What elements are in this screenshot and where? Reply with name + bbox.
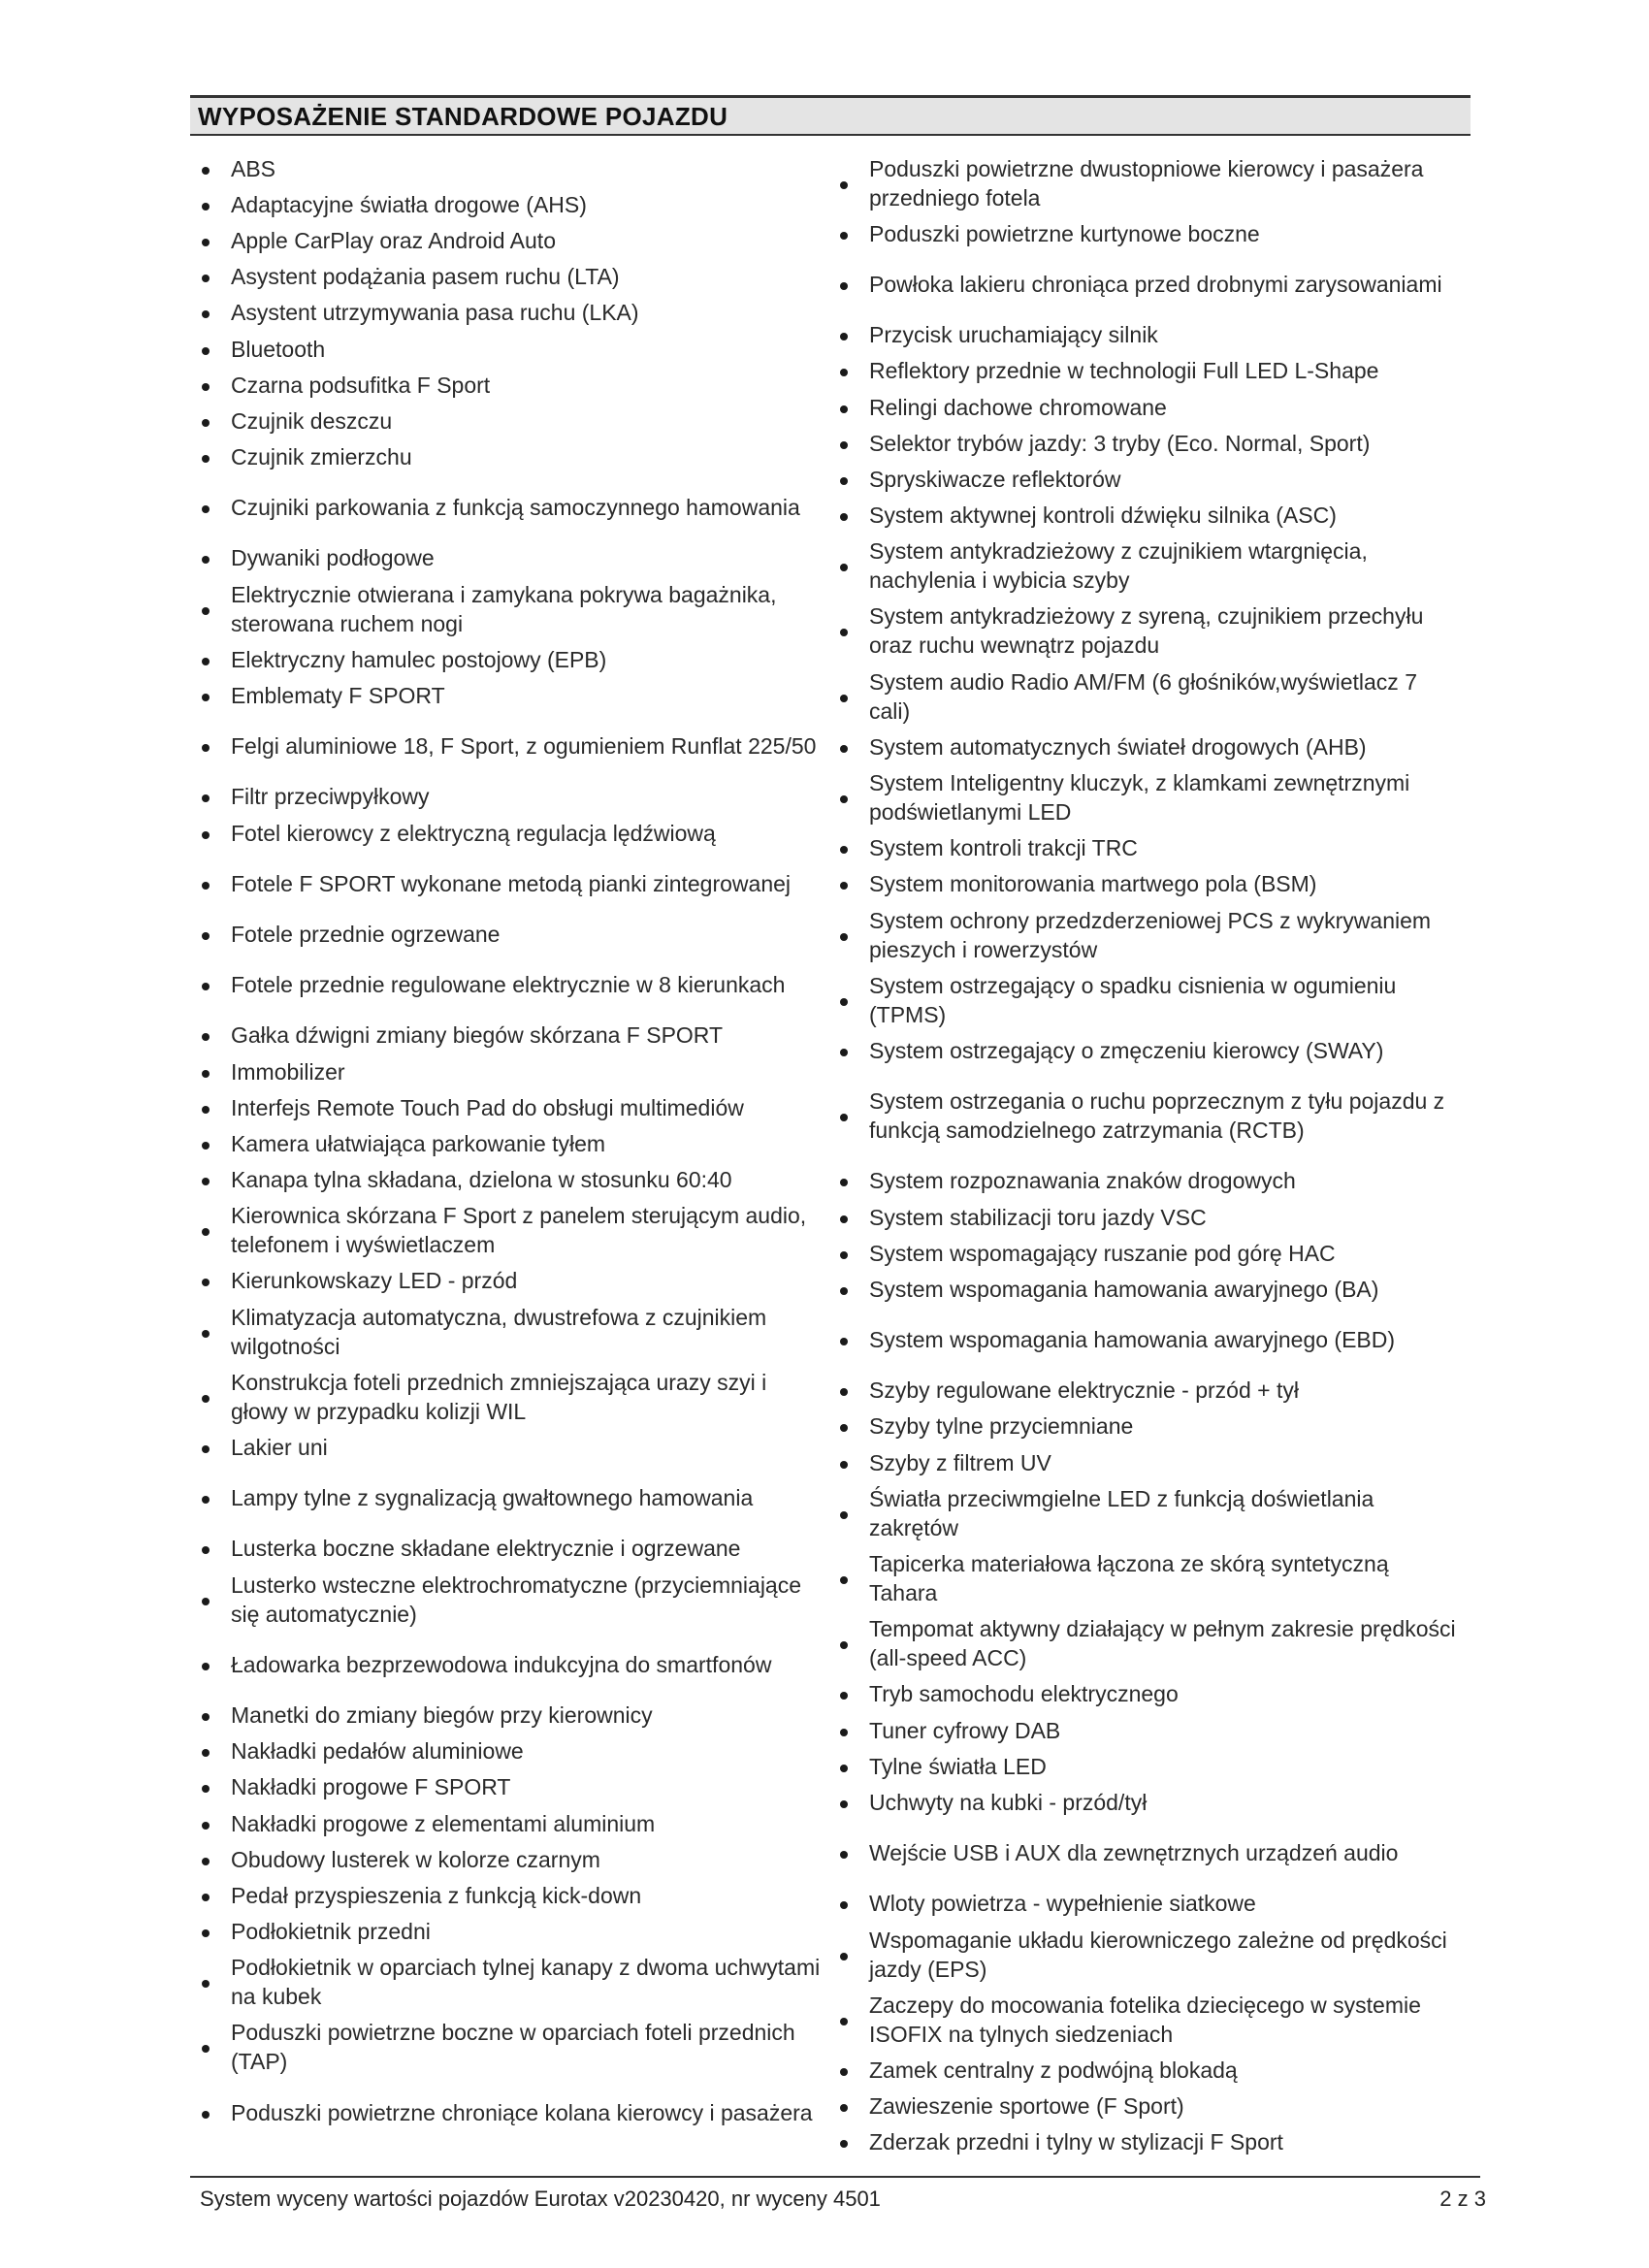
- bullet-icon: [840, 405, 848, 413]
- bullet-icon: [202, 1858, 210, 1865]
- list-item-text: Kanapa tylna składana, dzielona w stosunku 60:40: [231, 1167, 732, 1193]
- list-item-text: Uchwyty na kubki - przód/tył: [869, 1789, 1148, 1815]
- list-item: [838, 2052, 1459, 2088]
- list-item-text: Lusterko wsteczne elektrochromatyczne (przyciemniające się automatycznie): [231, 1571, 802, 1627]
- list-item: [838, 1676, 1459, 1712]
- bullet-icon: [840, 998, 848, 1006]
- list-item: [200, 851, 821, 916]
- list-item: [838, 599, 1459, 664]
- footer-divider: [190, 2176, 1480, 2178]
- bullet-icon: [840, 1729, 848, 1736]
- list-item: [200, 1125, 821, 1161]
- list-item: [838, 425, 1459, 461]
- list-item-text: Lakier uni: [231, 1435, 328, 1461]
- list-item-text: Elektryczny hamulec postojowy (EPB): [231, 646, 607, 672]
- bullet-icon: [840, 441, 848, 449]
- list-item: [200, 540, 821, 576]
- bullet-icon: [840, 477, 848, 485]
- list-item: [838, 1032, 1459, 1068]
- list-item-text: Felgi aluminiowe 18, F Sport, z ogumieniem Runflat 225/50: [231, 733, 817, 760]
- list-item-text: Szyby z filtrem UV: [869, 1449, 1051, 1475]
- list-item-text: Selektor trybów jazdy: 3 tryby (Eco. Normal, Sport): [869, 430, 1371, 456]
- list-item: [200, 576, 821, 641]
- list-item: [838, 1784, 1459, 1820]
- bullet-icon: [202, 1106, 210, 1114]
- list-item-text: Kierownica skórzana F Sport z panelem sterującym audio, telefonem i wyświetlaczem: [231, 1203, 807, 1258]
- list-item-text: Emblematy F SPORT: [231, 683, 445, 709]
- list-item: [838, 1886, 1459, 1922]
- list-item-text: Szyby tylne przyciemniane: [869, 1413, 1134, 1440]
- list-item-text: Czujniki parkowania z funkcją samoczynnego hamowania: [231, 495, 800, 521]
- list-item: [838, 1444, 1459, 1480]
- list-item-text: Przycisk uruchamiający silnik: [869, 322, 1158, 348]
- list-item: [838, 1373, 1459, 1409]
- list-item-text: Immobilizer: [231, 1058, 345, 1085]
- list-item: [200, 1697, 821, 1733]
- list-item: [838, 1271, 1459, 1307]
- list-item: [838, 1611, 1459, 1676]
- bullet-icon: [202, 794, 210, 802]
- list-item-text: Nakładki progowe z elementami aluminium: [231, 1810, 656, 1836]
- list-item: [838, 1199, 1459, 1235]
- list-item: [200, 714, 821, 779]
- bullet-icon: [202, 983, 210, 990]
- list-item-text: Gałka dźwigni zmiany biegów skórzana F SPORT: [231, 1022, 724, 1049]
- bullet-icon: [202, 882, 210, 890]
- list-item: [200, 1531, 821, 1567]
- list-item: [200, 150, 821, 186]
- bullet-icon: [202, 2111, 210, 2119]
- bullet-icon: [840, 232, 848, 240]
- bullet-icon: [202, 1445, 210, 1453]
- list-item: [200, 953, 821, 1018]
- list-item-text: Pedał przyspieszenia z funkcją kick-down: [231, 1882, 642, 1908]
- bullet-icon: [840, 1641, 848, 1649]
- list-item: [200, 1567, 821, 1632]
- bullet-icon: [202, 1785, 210, 1793]
- bullet-icon: [202, 239, 210, 246]
- list-item-text: Relingi dachowe chromowane: [869, 394, 1167, 420]
- bullet-icon: [202, 1228, 210, 1236]
- bullet-icon: [840, 1692, 848, 1700]
- bullet-icon: [840, 1049, 848, 1056]
- bullet-icon: [202, 607, 210, 615]
- list-item-text: Fotele przednie regulowane elektrycznie w 8 kierunkach: [231, 972, 786, 998]
- list-item-text: System ostrzegania o ruchu poprzecznym z tyłu pojazdu z funkcją samodzielnego zatrzymania (RCTB): [869, 1088, 1445, 1144]
- list-item: [838, 664, 1459, 729]
- list-item: [200, 815, 821, 851]
- list-item: [200, 779, 821, 815]
- bullet-icon: [840, 2068, 848, 2076]
- list-item-text: Zamek centralny z podwójną blokadą: [869, 2057, 1238, 2083]
- list-item-text: Tryb samochodu elektrycznego: [869, 1681, 1179, 1707]
- list-item-text: Asystent utrzymywania pasa ruchu (LKA): [231, 300, 639, 326]
- list-item: [200, 1018, 821, 1053]
- list-item-text: System wspomagania hamowania awaryjnego (BA): [869, 1276, 1379, 1302]
- list-item: [838, 215, 1459, 251]
- bullet-icon: [840, 629, 848, 636]
- list-item-text: Czujnik deszczu: [231, 407, 393, 434]
- list-item: [838, 1545, 1459, 1610]
- list-item: [200, 1805, 821, 1841]
- bullet-icon: [202, 455, 210, 463]
- bullet-icon: [202, 1822, 210, 1830]
- bullet-icon: [202, 1070, 210, 1078]
- list-item-text: System aktywnej kontroli dźwięku silnika (ASC): [869, 502, 1337, 529]
- list-item: [200, 1769, 821, 1805]
- bullet-icon: [202, 1395, 210, 1403]
- list-item: [200, 1950, 821, 2015]
- list-item-text: Kierunkowskazy LED - przód: [231, 1268, 518, 1294]
- list-item: [838, 1922, 1459, 1987]
- list-item-text: Wspomaganie układu kierowniczego zależne od prędkości jazdy (EPS): [869, 1927, 1447, 1982]
- list-item-text: Elektrycznie otwierana i zamykana pokrywa bagażnika, sterowana ruchem nogi: [231, 581, 777, 636]
- bullet-icon: [202, 505, 210, 513]
- bullet-icon: [840, 1765, 848, 1772]
- bullet-icon: [202, 1178, 210, 1185]
- list-item-text: Zaczepy do mocowania fotelika dziecięcego w systemie ISOFIX na tylnych siedzeniach: [869, 1992, 1421, 2047]
- list-item: [838, 2124, 1459, 2160]
- list-item: [838, 1712, 1459, 1748]
- list-item: [200, 186, 821, 222]
- section-title: WYPOSAŻENIE STANDARDOWE POJAZDU: [198, 102, 728, 131]
- bullet-icon: [202, 1929, 210, 1937]
- list-item-text: Asystent podążania pasem ruchu (LTA): [231, 264, 620, 290]
- bullet-icon: [202, 1142, 210, 1150]
- bullet-icon: [202, 1033, 210, 1041]
- list-item: [838, 1821, 1459, 1886]
- bullet-icon: [202, 383, 210, 391]
- list-item: [838, 1987, 1459, 2052]
- bullet-icon: [202, 658, 210, 665]
- bullet-icon: [202, 1713, 210, 1721]
- bullet-icon: [840, 846, 848, 854]
- list-item: [200, 439, 821, 475]
- list-item-text: Bluetooth: [231, 336, 326, 362]
- list-item-text: Reflektory przednie w technologii Full LED L-Shape: [869, 358, 1379, 384]
- list-item-text: Obudowy lusterek w kolorze czarnym: [231, 1846, 600, 1872]
- bullet-icon: [202, 1980, 210, 1988]
- bullet-icon: [840, 564, 848, 571]
- equipment-list-left: [200, 150, 821, 2145]
- list-item: [838, 729, 1459, 764]
- list-item-text: ABS: [231, 155, 276, 181]
- list-item-text: Poduszki powietrzne boczne w oparciach foteli przednich (TAP): [231, 2020, 795, 2075]
- list-item: [200, 1914, 821, 1950]
- list-item: [838, 764, 1459, 829]
- list-item: [838, 1235, 1459, 1271]
- bullet-icon: [840, 2104, 848, 2112]
- list-item-text: System wspomagający ruszanie pod górę HAC: [869, 1240, 1336, 1266]
- bullet-icon: [840, 1800, 848, 1808]
- bullet-icon: [202, 1546, 210, 1554]
- list-item-text: Manetki do zmiany biegów przy kierownicy: [231, 1701, 653, 1728]
- list-item-text: System wspomagania hamowania awaryjnego (EBD): [869, 1327, 1396, 1353]
- bullet-icon: [840, 882, 848, 890]
- bullet-icon: [202, 744, 210, 752]
- list-item-text: Czarna podsufitka F Sport: [231, 372, 491, 398]
- list-item-text: Wloty powietrza - wypełnienie siatkowe: [869, 1891, 1256, 1917]
- list-item: [200, 641, 821, 677]
- bullet-icon: [202, 167, 210, 175]
- list-item: [200, 367, 821, 403]
- list-item: [200, 1632, 821, 1697]
- bullet-icon: [840, 1287, 848, 1295]
- list-item: [838, 1480, 1459, 1545]
- bullet-icon: [840, 282, 848, 290]
- bullet-icon: [202, 1894, 210, 1901]
- list-item-text: Podłokietnik w oparciach tylnej kanapy z dwoma uchwytami na kubek: [231, 1955, 821, 2010]
- bullet-icon: [202, 1663, 210, 1670]
- list-item-text: System antykradzieżowy z czujnikiem wtargnięcia, nachylenia i wybicia szyby: [869, 538, 1368, 594]
- list-item-text: Fotel kierowcy z elektryczną regulacja lędźwiową: [231, 820, 716, 846]
- list-item-text: Lampy tylne z sygnalizacją gwałtownego hamowania: [231, 1485, 754, 1511]
- list-item-text: Kamera ułatwiająca parkowanie tyłem: [231, 1130, 606, 1156]
- list-item-text: Tuner cyfrowy DAB: [869, 1717, 1061, 1743]
- list-item-text: Podłokietnik przedni: [231, 1919, 431, 1945]
- list-item-text: Fotele przednie ogrzewane: [231, 921, 501, 947]
- list-item: [200, 1198, 821, 1263]
- list-item: [200, 2080, 821, 2145]
- list-item: [838, 251, 1459, 316]
- bullet-icon: [202, 1279, 210, 1286]
- bullet-icon: [202, 831, 210, 839]
- list-item-text: System antykradzieżowy z syreną, czujnikiem przechyłu oraz ruchu wewnątrz pojazdu: [869, 603, 1424, 659]
- list-item-text: Fotele F SPORT wykonane metodą pianki zintegrowanej: [231, 870, 792, 896]
- list-item-text: Czujnik zmierzchu: [231, 444, 412, 470]
- list-item: [838, 498, 1459, 534]
- bullet-icon: [840, 1953, 848, 1960]
- bullet-icon: [202, 1598, 210, 1605]
- bullet-icon: [202, 1496, 210, 1504]
- bullet-icon: [840, 1251, 848, 1259]
- bullet-icon: [840, 1511, 848, 1519]
- list-item-text: System rozpoznawania znaków drogowych: [869, 1168, 1296, 1194]
- list-item: [838, 389, 1459, 425]
- equipment-list-right: [838, 150, 1459, 2160]
- bullet-icon: [840, 181, 848, 189]
- list-item-text: System ochrony przedzderzeniowej PCS z wykrywaniem pieszych i rowerzystów: [869, 907, 1432, 962]
- bullet-icon: [840, 513, 848, 521]
- list-item: [838, 1069, 1459, 1163]
- list-item: [200, 1429, 821, 1465]
- list-item: [838, 534, 1459, 599]
- list-item: [200, 1162, 821, 1198]
- bullet-icon: [840, 1388, 848, 1396]
- bullet-icon: [840, 933, 848, 941]
- bullet-icon: [202, 932, 210, 940]
- list-item: [200, 1089, 821, 1125]
- list-item: [200, 1364, 821, 1429]
- bullet-icon: [840, 1338, 848, 1345]
- list-item-text: Dywaniki podłogowe: [231, 545, 435, 571]
- bullet-icon: [202, 310, 210, 318]
- bullet-icon: [840, 1851, 848, 1859]
- bullet-icon: [840, 695, 848, 702]
- bullet-icon: [840, 2018, 848, 2025]
- footer-text: System wyceny wartości pojazdów Eurotax v20230420, nr wyceny 4501: [200, 2187, 881, 2211]
- list-item: [838, 866, 1459, 902]
- page-number: 2 z 3: [1439, 2187, 1486, 2211]
- list-item-text: Lusterka boczne składane elektrycznie i ogrzewane: [231, 1536, 741, 1562]
- bullet-icon: [202, 1749, 210, 1757]
- bullet-icon: [202, 2045, 210, 2053]
- bullet-icon: [202, 347, 210, 355]
- list-item-text: Adaptacyjne światła drogowe (AHS): [231, 191, 587, 217]
- bullet-icon: [840, 1215, 848, 1223]
- bullet-icon: [840, 1179, 848, 1186]
- list-item-text: Poduszki powietrzne dwustopniowe kierowcy i pasażera przedniego fotela: [869, 155, 1424, 211]
- list-item: [200, 1263, 821, 1299]
- list-item: [838, 1163, 1459, 1199]
- list-item: [838, 1308, 1459, 1373]
- list-item-text: Spryskiwacze reflektorów: [869, 466, 1121, 492]
- bullet-icon: [840, 795, 848, 803]
- list-item: [838, 150, 1459, 215]
- bullet-icon: [840, 1114, 848, 1121]
- list-item: [200, 1053, 821, 1089]
- bullet-icon: [202, 275, 210, 282]
- list-item-text: System ostrzegający o zmęczeniu kierowcy (SWAY): [869, 1037, 1384, 1063]
- list-item: [838, 902, 1459, 967]
- list-item: [200, 677, 821, 713]
- list-item-text: Nakładki progowe F SPORT: [231, 1774, 511, 1800]
- list-item-text: Apple CarPlay oraz Android Auto: [231, 227, 556, 253]
- bullet-icon: [202, 419, 210, 427]
- list-item-text: Interfejs Remote Touch Pad do obsługi multimediów: [231, 1094, 744, 1120]
- list-item-text: Konstrukcja foteli przednich zmniejszająca urazy szyi i głowy w przypadku kolizji WIL: [231, 1369, 767, 1424]
- list-item: [838, 1409, 1459, 1444]
- list-item-text: Poduszki powietrzne chroniące kolana kierowcy i pasażera: [231, 2099, 813, 2125]
- list-item: [838, 967, 1459, 1032]
- bullet-icon: [840, 1576, 848, 1584]
- list-item: [200, 1877, 821, 1913]
- list-item: [838, 830, 1459, 866]
- list-item: [200, 1733, 821, 1769]
- list-item: [200, 403, 821, 438]
- list-item-text: System automatycznych świateł drogowych (AHB): [869, 733, 1367, 760]
- list-item-text: System monitorowania martwego pola (BSM): [869, 871, 1317, 897]
- list-item: [200, 259, 821, 295]
- list-item: [838, 353, 1459, 389]
- list-item-text: Światła przeciwmgielne LED z funkcją doświetlania zakrętów: [869, 1485, 1374, 1540]
- bullet-icon: [202, 694, 210, 701]
- list-item-text: System ostrzegający o spadku cisnienia w ogumieniu (TPMS): [869, 972, 1397, 1027]
- list-item-text: System audio Radio AM/FM (6 głośników,wyświetlacz 7 cali): [869, 668, 1417, 724]
- list-item-text: System stabilizacji toru jazdy VSC: [869, 1204, 1207, 1230]
- list-item: [200, 222, 821, 258]
- list-item-text: Tylne światła LED: [869, 1753, 1047, 1779]
- list-item: [200, 1466, 821, 1531]
- list-item-text: Nakładki pedałów aluminiowe: [231, 1738, 524, 1765]
- bullet-icon: [840, 745, 848, 753]
- bullet-icon: [840, 369, 848, 376]
- bullet-icon: [840, 333, 848, 340]
- list-item: [200, 475, 821, 540]
- list-item-text: Ładowarka bezprzewodowa indukcyjna do smartfonów: [231, 1651, 772, 1677]
- list-item: [200, 916, 821, 952]
- section-header: [190, 95, 1471, 136]
- list-item: [838, 317, 1459, 353]
- list-item: [838, 1748, 1459, 1784]
- list-item: [200, 331, 821, 367]
- bullet-icon: [202, 1330, 210, 1338]
- list-item-text: Filtr przeciwpyłkowy: [231, 784, 430, 810]
- list-item-text: Szyby regulowane elektrycznie - przód + tył: [869, 1377, 1299, 1404]
- list-item-text: Klimatyzacja automatyczna, dwustrefowa z czujnikiem wilgotności: [231, 1304, 767, 1359]
- list-item: [200, 2015, 821, 2080]
- list-item-text: Poduszki powietrzne kurtynowe boczne: [869, 220, 1260, 246]
- bullet-icon: [840, 1424, 848, 1432]
- list-item: [200, 295, 821, 331]
- list-item: [838, 2089, 1459, 2124]
- bullet-icon: [202, 556, 210, 564]
- list-item: [200, 1841, 821, 1877]
- list-item-text: System kontroli trakcji TRC: [869, 835, 1138, 861]
- list-item-text: Powłoka lakieru chroniąca przed drobnymi zarysowaniami: [869, 271, 1442, 297]
- list-item-text: Wejście USB i AUX dla zewnętrznych urządzeń audio: [869, 1840, 1399, 1866]
- bullet-icon: [840, 1461, 848, 1469]
- list-item: [838, 461, 1459, 497]
- list-item-text: Tapicerka materiałowa łączona ze skórą syntetyczną Tahara: [869, 1551, 1389, 1606]
- list-item-text: Tempomat aktywny działający w pełnym zakresie prędkości (all-speed ACC): [869, 1616, 1456, 1671]
- list-item-text: Zawieszenie sportowe (F Sport): [869, 2093, 1184, 2120]
- bullet-icon: [840, 2140, 848, 2148]
- list-item: [200, 1299, 821, 1364]
- bullet-icon: [202, 203, 210, 211]
- list-item-text: System Inteligentny kluczyk, z klamkami zewnętrznymi podświetlanymi LED: [869, 770, 1410, 826]
- list-item-text: Zderzak przedni i tylny w stylizacji F Sport: [869, 2129, 1283, 2155]
- bullet-icon: [840, 1901, 848, 1909]
